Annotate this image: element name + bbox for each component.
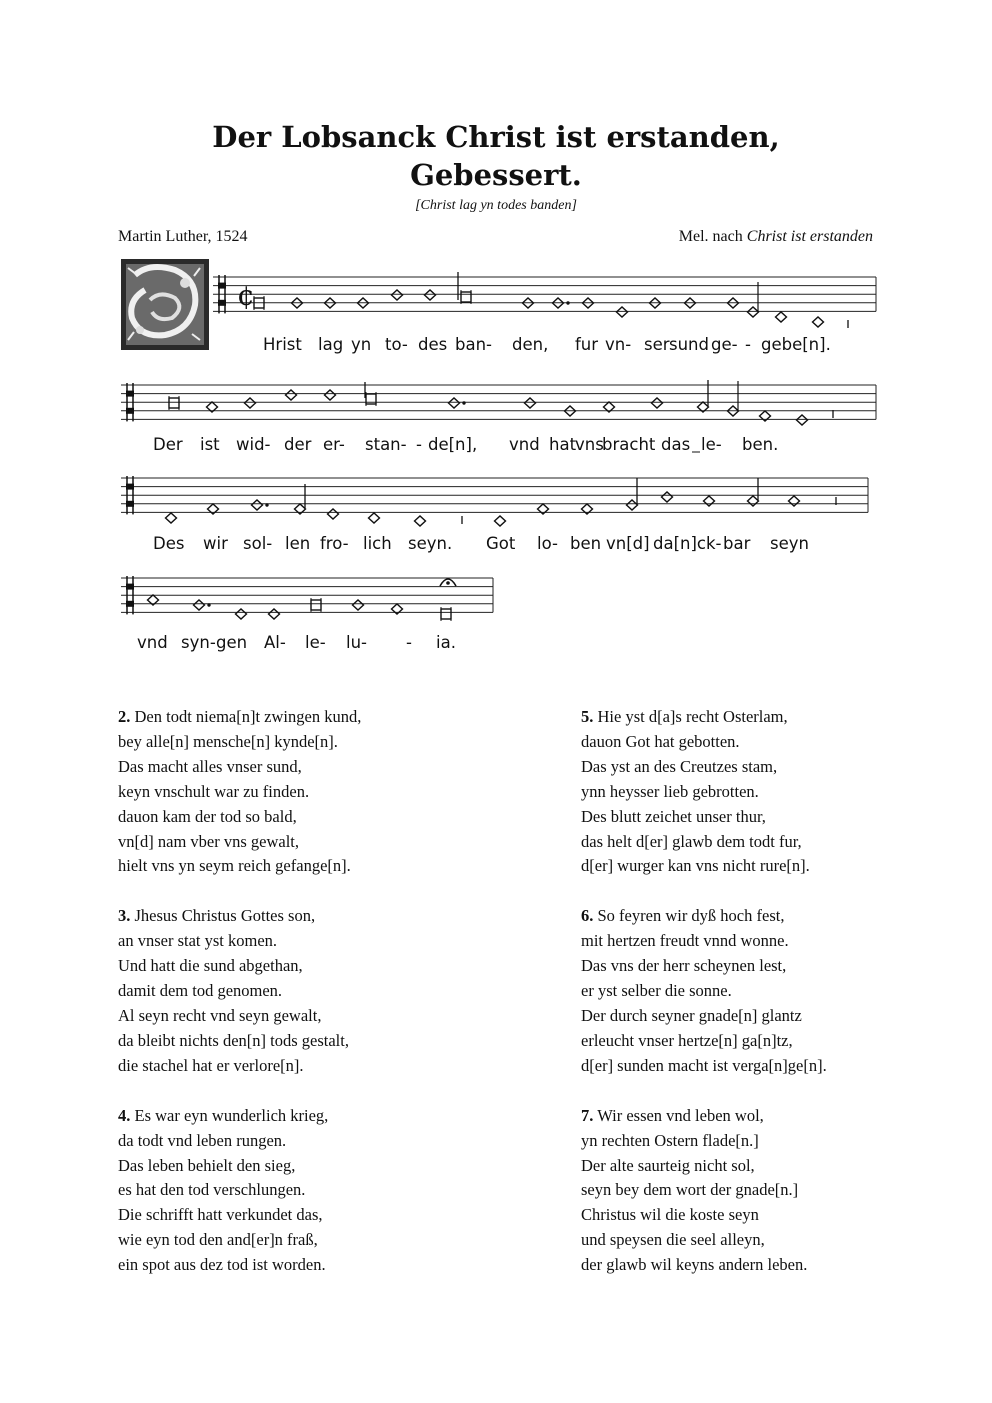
verse-line: bey alle[n] mensche[n] kynde[n]. (118, 731, 338, 751)
verse-line: es hat den tod verschlungen. (118, 1180, 306, 1200)
verse-number: 6. (581, 906, 594, 926)
note-icon (415, 516, 426, 526)
verse-line: hielt vns yn seym reich gefange[n]. (118, 856, 351, 876)
verse-3 (118, 904, 538, 1078)
verse-7 (581, 1104, 961, 1278)
lyric-syllable: wid- (236, 435, 271, 454)
lyric-syllable: vns (575, 435, 604, 454)
verse-line (581, 1104, 961, 1129)
verse-number: 2. (118, 707, 131, 726)
verse-line: erleucht vnser hertze[n] ga[n]tz, (581, 1030, 793, 1050)
note-icon (748, 307, 759, 317)
verse-number: 7. (581, 1105, 594, 1125)
lyric-syllable: vn[d] (606, 534, 650, 553)
lyric-syllable: wir (203, 534, 228, 553)
lyric-syllable: das (661, 435, 691, 454)
lyric-syllable: len (285, 534, 311, 553)
dot-icon (265, 503, 268, 506)
lyric-syllable: le- (701, 435, 722, 454)
lyric-syllable: syn- (181, 633, 216, 652)
verse-line: dauon Got hat gebotten. (581, 731, 740, 751)
verse-number: 3. (118, 906, 131, 926)
song-title-line-2: Gebessert. (410, 158, 582, 192)
note-icon (236, 609, 247, 619)
note-icon (252, 500, 263, 510)
lyric-syllable: Des (153, 534, 185, 553)
lyric-syllable: sund (669, 335, 709, 354)
lyric-syllable: - (416, 435, 422, 454)
note-icon (776, 312, 787, 322)
cut-time-icon: ¢ (237, 279, 255, 312)
verse-line: das helt d[er] glawb dem todt fur, (581, 831, 802, 851)
lyric-syllable: ser (644, 335, 670, 354)
clef-c-icon (218, 300, 226, 306)
lyric-syllable: ben (570, 534, 602, 553)
lyric-syllable: gebe[n]. (761, 335, 831, 354)
note-icon (449, 398, 460, 408)
verse-line: Christus wil die koste seyn (581, 1205, 759, 1225)
verse-line: ein spot aus dez tod ist worden. (118, 1255, 326, 1275)
note-icon (328, 509, 339, 519)
verse-5 (581, 705, 961, 879)
breve-icon (461, 292, 471, 302)
verse-line (118, 1104, 538, 1129)
note-icon (392, 290, 403, 300)
verse-line: Das yst an des Creutzes stam, (581, 756, 778, 776)
lyric-syllable: des (418, 335, 448, 354)
lyric-syllable: bracht (602, 435, 656, 454)
lyric-syllable: ben. (742, 435, 779, 454)
note-icon (269, 609, 280, 619)
lyric-syllable: yn (351, 335, 372, 354)
lyric-syllable: da[n]ck- (653, 534, 722, 553)
note-icon (797, 415, 808, 425)
lyric-syllable: Der (153, 435, 183, 454)
lyric-syllable: seyn. (408, 534, 453, 553)
note-icon (425, 290, 436, 300)
verse-line: Der alte saurteig nicht sol, (581, 1155, 755, 1175)
verse-line (581, 705, 961, 730)
verse-line: Und hatt die sund abgethan, (118, 956, 303, 976)
verse-line-text: Wir essen vnd leben wol, (593, 1105, 764, 1125)
verse-line-text: Jhesus Christus Gottes son, (130, 906, 316, 926)
clef-c-icon (126, 408, 134, 414)
note-icon (495, 516, 506, 526)
note-icon (245, 398, 256, 408)
lyric-syllable: le- (305, 633, 326, 652)
verses-left-column (118, 705, 538, 1303)
verse-line: yn rechten Ostern flade[n.] (581, 1130, 759, 1150)
verse-line-text: So feyren wir dyß hoch fest, (593, 906, 785, 926)
verse-line (581, 904, 961, 929)
melody-title: Christ ist erstanden (746, 228, 873, 245)
verse-line: vn[d] nam vber vns gewalt, (118, 831, 299, 851)
verse-line: seyn bey dem wort der gnade[n.] (581, 1180, 799, 1200)
lyric-syllable: - (745, 335, 751, 354)
lyric-syllable: ia. (436, 633, 456, 652)
lyric-syllable: vn- (605, 335, 632, 354)
verse-line: da bleibt nichts den[n] tods gestalt, (118, 1030, 349, 1050)
note-icon (662, 492, 673, 502)
dot-icon (207, 603, 210, 606)
breve-icon (311, 600, 321, 610)
note-icon (789, 496, 800, 506)
note-icon (627, 500, 638, 510)
clef-c-icon (126, 584, 134, 590)
verse-line: Die schrifft hatt verkundet das, (118, 1205, 323, 1225)
lyric-syllable: Got (486, 534, 516, 553)
verse-line: an vnser stat yst komen. (118, 931, 278, 951)
lyric-syllable: Al- (264, 633, 286, 652)
lyric-syllable: lu- (346, 633, 367, 652)
fermata-dot (446, 581, 450, 585)
song-title-line-1: Der Lobsanck Christ ist erstanden, (212, 120, 780, 154)
clef-c-icon (218, 283, 226, 289)
lyric-syllable: der (284, 435, 312, 454)
subtitle: [Christ lag yn todes banden] (415, 198, 577, 213)
lyric-syllable: vnd (137, 633, 168, 652)
note-icon (617, 307, 628, 317)
lyric-syllable: lo- (537, 534, 558, 553)
breve-icon (441, 609, 451, 619)
note-icon (704, 496, 715, 506)
verse-number: 5. (581, 707, 594, 726)
verse-line: Al seyn recht vnd seyn gewalt, (118, 1005, 322, 1025)
clef-c-icon (126, 391, 134, 397)
breve-icon (169, 398, 179, 408)
note-icon (325, 390, 336, 400)
note-icon (194, 600, 205, 610)
verse-line: ynn heysser lieb gebrotten. (581, 781, 759, 801)
verse-line-text: Es war eyn wunderlich krieg, (130, 1105, 329, 1125)
decorated-initial-c-icon (121, 259, 209, 350)
verses-right-column (581, 705, 961, 1303)
verse-line: dauon kam der tod so bald, (118, 806, 297, 826)
verse-line: er yst selber die sonne. (581, 981, 732, 1001)
music-notation (0, 0, 992, 700)
verse-line: Das leben behielt den sieg, (118, 1155, 296, 1175)
note-icon (353, 600, 364, 610)
verse-line: keyn vnschult war zu finden. (118, 781, 310, 801)
note-icon (525, 398, 536, 408)
verse-number: 4. (118, 1105, 131, 1125)
author: Martin Luther, 1524 (118, 228, 248, 245)
lyric-syllable: lich (363, 534, 392, 553)
verse-line: mit hertzen freudt vnnd wonne. (581, 931, 789, 951)
verse-line: und speysen die seel alleyn, (581, 1230, 765, 1250)
lyric-syllable: bar (723, 534, 751, 553)
verse-line: Des blutt zeichet unser thur, (581, 806, 766, 826)
lyric-syllable: - (406, 633, 412, 652)
lyric-syllable: fur (575, 335, 599, 354)
melody-prefix: Mel. nach (678, 228, 747, 245)
verse-line-text: Den todt niema[n]t zwingen kund, (130, 707, 362, 726)
verse-line: Das macht alles vnser sund, (118, 756, 302, 776)
lyric-syllable: ist (200, 435, 220, 454)
lyric-syllable: lag (318, 335, 344, 354)
verse-line-text: Hie yst d[a]s recht Osterlam, (593, 707, 788, 726)
note-icon (369, 513, 380, 523)
lyric-syllable: den, (512, 335, 549, 354)
verse-line: d[er] wurger kan vns nicht rure[n]. (581, 856, 810, 876)
lyric-syllable: fro- (320, 534, 349, 553)
verse-line: Der durch seyner gnade[n] glantz (581, 1005, 802, 1025)
dot-icon (566, 301, 569, 304)
lyric-syllable: ge- (711, 335, 738, 354)
lyric-syllable: stan- (365, 435, 407, 454)
clef-c-icon (126, 501, 134, 507)
note-icon (166, 513, 177, 523)
lyric-syllable: gen (216, 633, 248, 652)
verse-line: wie eyn tod den and[er]n fraß, (118, 1230, 318, 1250)
dot-icon (462, 401, 465, 404)
verse-line: d[er] sunden macht ist verga[n]ge[n]. (581, 1055, 827, 1075)
clef-c-icon (126, 601, 134, 607)
verse-line: da todt vnd leben rungen. (118, 1130, 287, 1150)
verse-4 (118, 1104, 538, 1278)
verse-line: Das vns der herr scheynen lest, (581, 956, 787, 976)
lyric-syllable: seyn (770, 534, 809, 553)
verse-line (118, 705, 538, 730)
lyric-syllable: vnd (509, 435, 540, 454)
verse-6 (581, 904, 961, 1078)
clef-c-icon (126, 484, 134, 490)
verse-2 (118, 705, 538, 879)
verse-line: der glawb wil keyns andern leben. (581, 1255, 808, 1275)
lyric-syllable: sol- (243, 534, 273, 553)
verse-line: damit dem tod genomen. (118, 981, 283, 1001)
verse-line (118, 904, 538, 929)
lyric-syllable: ban- (455, 335, 492, 354)
lyric-syllable: to- (385, 335, 408, 354)
lyric-syllable: hat (549, 435, 577, 454)
note-icon (748, 496, 759, 506)
note-icon (286, 390, 297, 400)
lyric-syllable: Hrist (263, 335, 302, 354)
lyric-syllable: de[n], (428, 435, 478, 454)
verse-line: die stachel hat er verlore[n]. (118, 1055, 304, 1075)
lyric-syllable: er- (323, 435, 345, 454)
note-icon (652, 398, 663, 408)
note-icon (813, 317, 824, 327)
